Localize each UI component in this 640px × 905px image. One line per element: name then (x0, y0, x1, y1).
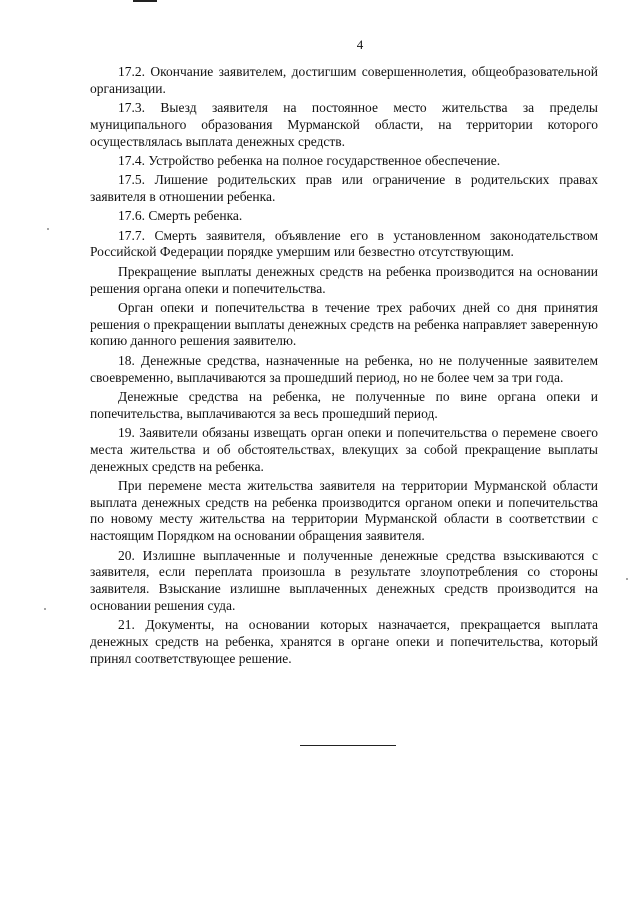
paragraph-17-3: 17.3. Выезд заявителя на постоянное место жительства за пределы муниципального образования Мурманской области, на территории которого осуществлялась выплата денежных средств. (90, 100, 598, 149)
scan-mark (133, 0, 157, 2)
scan-speck (47, 228, 49, 230)
paragraph-21: 21. Документы, на основании которых назначается, прекращается выплата денежных средств на ребенка, хранятся в органе опеки и попечительства, который принял соответствующее решение. (90, 617, 598, 666)
page-number: 4 (356, 37, 364, 52)
scan-speck (44, 608, 46, 610)
paragraph-19-relocation: При перемене места жительства заявителя на территории Мурманской области выплата денежных средств на ребенка производится органом опеки и попечительства по новому месту жительства на территории Мурманской области в соответствии с настоящим Порядком на основании обращения заявителя. (90, 477, 598, 544)
paragraph-18: 18. Денежные средства, назначенные на ребенка, но не полученные заявителем своевременно, выплачиваются за прошедший период, но не более чем за три года. (90, 352, 598, 385)
paragraph-19: 19. Заявители обязаны извещать орган опеки и попечительства о перемене своего места жительства и об обстоятельствах, влекущих за собой прекращение выплаты денежных средств на ребенка. (90, 424, 598, 474)
scan-speck (626, 578, 628, 580)
paragraph-17-4: 17.4. Устройство ребенка на полное государственное обеспечение. (118, 152, 501, 168)
end-rule (300, 745, 396, 746)
paragraph-18-fault: Денежные средства на ребенка, не полученные по вине органа опеки и попечительства, выплачиваются за весь прошедший период. (90, 388, 598, 421)
paragraph-17-6: 17.6. Смерть ребенка. (118, 208, 243, 224)
paragraph-20: 20. Излишне выплаченные и полученные денежные средства взыскиваются с заявителя, если переплата произошла в результате злоупотребления со стороны заявителя. Взыскание излишне выплаченных денежных средств производится на основании решения суда. (90, 547, 598, 613)
paragraph-17-2: 17.2. Окончание заявителем, достигшим совершеннолетия, общеобразовательной организации. (90, 64, 598, 96)
paragraph-17-7: 17.7. Смерть заявителя, объявление его в установленном законодательством Российской Федерации порядке умершим или безвестно отсутствующим. (90, 227, 598, 260)
document-body (90, 64, 598, 670)
paragraph-17-5: 17.5. Лишение родительских прав или ограничение в родительских правах заявителя в отношении ребенка. (90, 172, 598, 205)
paragraph-guardianship-notice: Орган опеки и попечительства в течение трех рабочих дней со дня принятия решения о прекращении выплаты денежных средств на ребенка направляет заверенную копию данного решения заявителю. (90, 299, 598, 349)
paragraph-termination-basis: Прекращение выплаты денежных средств на ребенка производится на основании решения органа опеки и попечительства. (90, 263, 598, 296)
